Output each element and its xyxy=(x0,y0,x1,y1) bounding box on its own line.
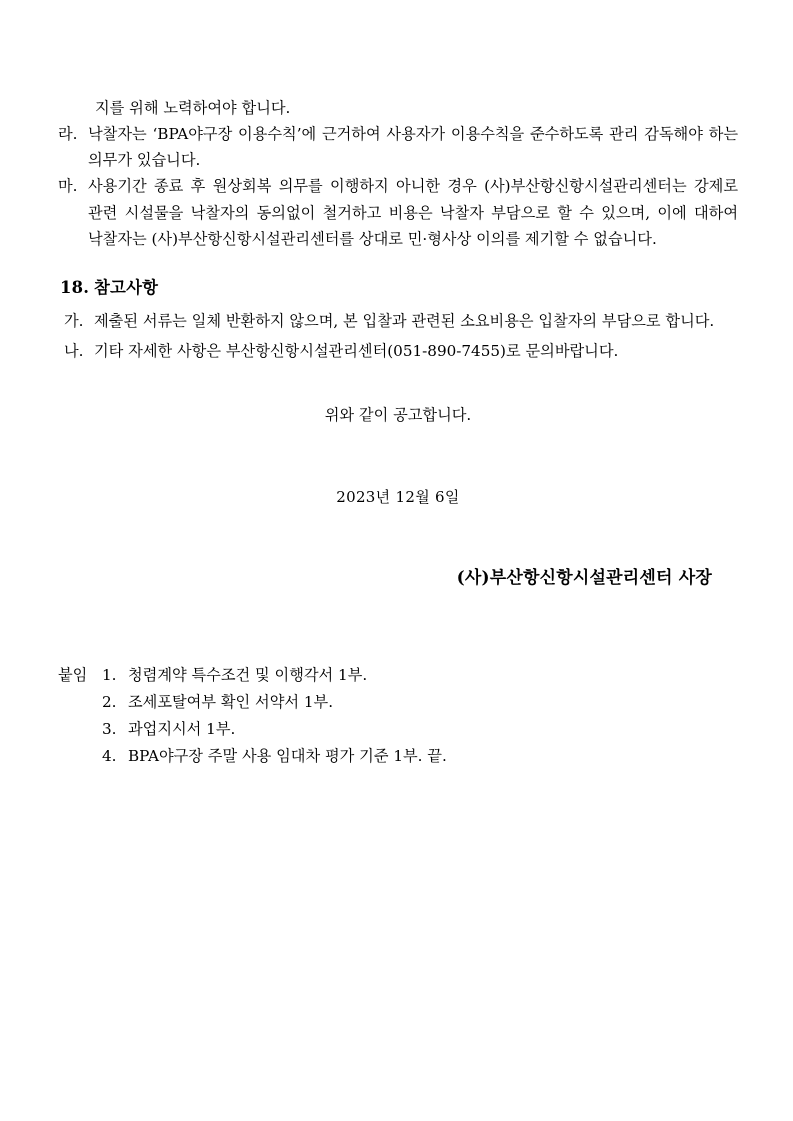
clause-item xyxy=(58,121,738,173)
clause-text: 사용기간 종료 후 원상회복 의무를 이행하지 아니한 경우 (사)부산항신항시설관리센터는 강제로 관련 시설물을 낙찰자의 동의없이 철거하고 비용은 낙찰자 부담으로 할 수 있으며, 이에 대하여 낙찰자는 (사)부산항신항시설관리센터를 상대로 민·형사상 이의를 제기할 수 없습니다. xyxy=(88,177,738,248)
section-number: 18. xyxy=(60,277,90,297)
section-item xyxy=(58,338,738,364)
attachment-text: 조세포탈여부 확인 서약서 1부. xyxy=(128,693,334,712)
section-item-marker: 가. xyxy=(64,311,84,330)
attachment-item xyxy=(58,662,738,689)
section-heading xyxy=(60,274,738,298)
section-item-list xyxy=(58,308,738,364)
attachment-item xyxy=(58,689,738,716)
clause-marker: 마. xyxy=(58,177,78,196)
closing-statement: 위와 같이 공고합니다. xyxy=(324,406,472,425)
clause-text: 낙찰자는 ‘BPA야구장 이용수칙’에 근거하여 사용자가 이용수칙을 준수하도록 관리 감독해야 하는 의무가 있습니다. xyxy=(88,125,738,170)
spacer xyxy=(58,507,738,563)
attachment-number: 3. xyxy=(102,720,117,739)
section-title: 참고사항 xyxy=(94,277,159,297)
clause-item xyxy=(58,173,738,251)
spacer xyxy=(58,588,738,662)
section-item-marker: 나. xyxy=(64,341,84,360)
attachment-item xyxy=(58,716,738,743)
attachment-number: 1. xyxy=(102,666,117,685)
spacer xyxy=(58,428,738,486)
clause-marker: 라. xyxy=(58,125,78,144)
section-item xyxy=(58,308,738,334)
attachment-number: 4. xyxy=(102,747,117,766)
spacer xyxy=(58,368,738,402)
attachment-list xyxy=(58,662,738,770)
clipped-paragraph-continuation: 지를 위해 노력하여야 합니다. xyxy=(95,99,291,117)
signer-name: (사)부산항신항시설관리센터 사장 xyxy=(456,568,712,589)
attachment-text: 과업지시서 1부. xyxy=(128,720,236,739)
attachment-label: 붙임 xyxy=(58,666,88,685)
attachment-text: 청렴계약 특수조건 및 이행각서 1부. xyxy=(128,666,368,685)
document-date: 2023년 12월 6일 xyxy=(336,488,460,507)
attachment-text: BPA야구장 주말 사용 임대차 평가 기준 1부. 끝. xyxy=(128,747,447,766)
section-item-text: 제출된 서류는 일체 반환하지 않으며, 본 입찰과 관련된 소요비용은 입찰자의 부담으로 합니다. xyxy=(94,311,715,330)
section-item-text: 기타 자세한 사항은 부산항신항시설관리센터(051-890-7455)로 문의바랍니다. xyxy=(94,341,619,360)
attachment-item xyxy=(58,743,738,770)
attachment-number: 2. xyxy=(102,693,117,712)
